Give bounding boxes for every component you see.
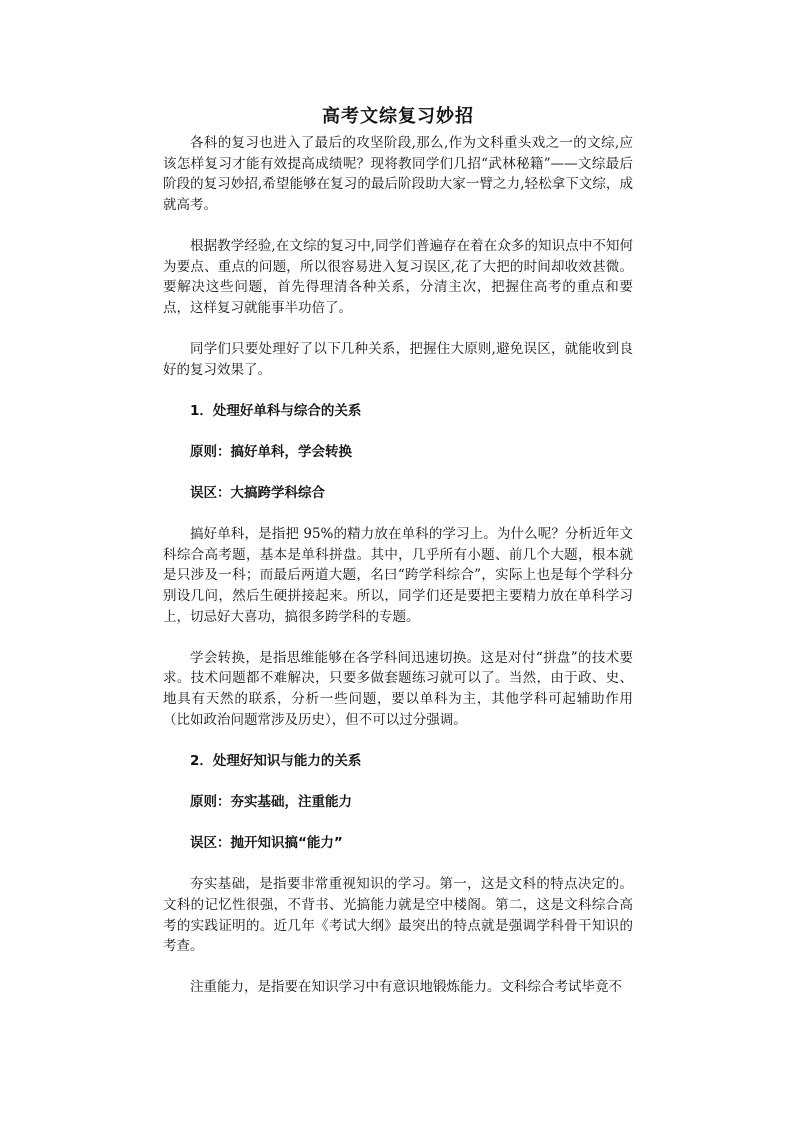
section-2-mistake: 误区：抛开知识搞“能力” bbox=[190, 835, 343, 852]
document-page bbox=[163, 103, 633, 998]
section-2-paragraph-1: 夯实基础，是指要非常重视知识的学习。第一，这是文科的特点决定的。文科的记忆性很强，不背书、光搞能力就是空中楼阁。第二，这是文科综合高考的实践证明的。近几年《考试大纲》最突出的特点就是强调学科骨干知识的考查。 bbox=[163, 876, 633, 955]
section-2-principle: 原则：夯实基础，注重能力 bbox=[190, 794, 352, 810]
document-title: 高考文综复习妙招 bbox=[322, 106, 474, 127]
intro-paragraph: 各科的复习也进入了最后的攻坚阶段,那么,作为文科重头戏之一的文综,应该怎样复习才能有效提高成绩呢？现将教同学们几招“武林秘籍”——文综最后阶段的复习妙招,希望能够在复习的最后阶段助大家一臂之力,轻松拿下文综，成就高考。 bbox=[163, 135, 633, 213]
section-1-paragraph-1: 搞好单科，是指把 95%的精力放在单科的学习上。为什么呢？分析近年文科综合高考题，基本是单科拼盘。其中，几乎所有小题、前几个大题，根本就是只涉及一科；而最后两道大题，名曰“跨学科综合”，实际上也是每个学科分别设几问，然后生硬拼接起来。所以，同学们还是要把主要精力放在单科学习上，切忌好大喜功，搞很多跨学科的专题。 bbox=[163, 526, 633, 625]
section-1-heading: 1．处理好单科与综合的关系 bbox=[190, 402, 362, 419]
section-1-mistake: 误区：大搞跨学科综合 bbox=[190, 485, 325, 502]
section-2-heading: 2．处理好知识与能力的关系 bbox=[190, 752, 362, 769]
experience-paragraph: 根据教学经验,在文综的复习中,同学们普遍存在着在众多的知识点中不知何为要点、重点的问题，所以很容易进入复习误区,花了大把的时间却收效甚微。要解决这些问题，首先得理清各种关系，分清主次，把握住高考的重点和要点，这样复习就能事半功倍了。 bbox=[163, 237, 633, 316]
section-1-principle: 原则：搞好单科，学会转换 bbox=[190, 443, 352, 460]
section-1-paragraph-2: 学会转换，是指思维能够在各学科间迅速切换。这是对付“拼盘”的技术要求。技术问题都不难解决，只要多做套题练习就可以了。当然，由于政、史、地具有天然的联系，分析一些问题，要以单科为主，其他学科可起辅助作用（比如政治问题常涉及历史），但不可以过分强调。 bbox=[163, 649, 633, 728]
section-2-paragraph-2: 注重能力，是指要在知识学习中有意识地锻炼能力。文科综合考试毕竟不 bbox=[190, 979, 622, 996]
relations-paragraph: 同学们只要处理好了以下几种关系，把握住大原则,避免误区，就能收到良好的复习效果了。 bbox=[163, 340, 633, 378]
